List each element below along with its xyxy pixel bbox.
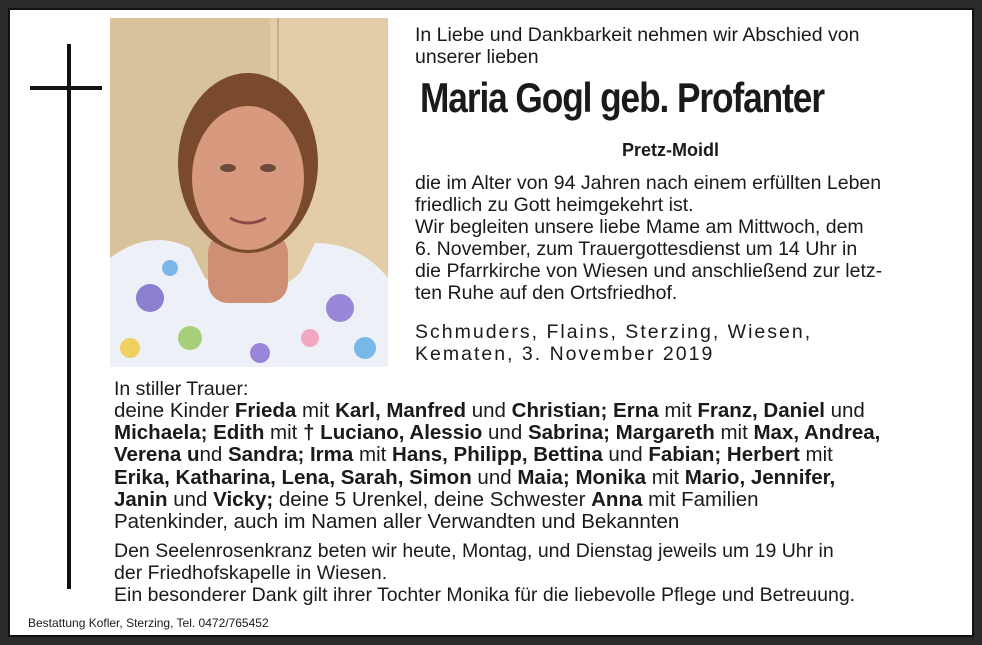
intro-line-1: In Liebe und Dankbarkeit nehmen wir Abschied von <box>415 24 860 46</box>
family-names: Franz, Daniel <box>697 399 825 422</box>
body-line: Wir begleiten unsere liebe Mame am Mittwoch, dem <box>415 216 864 238</box>
deceased-name: Maria Gogl geb. Profanter <box>420 74 824 121</box>
family-names: Christian; Erna <box>511 399 659 422</box>
place-date <box>415 321 812 365</box>
family-names: Janin <box>114 487 168 511</box>
family-names: Sandra; Irma <box>227 443 354 467</box>
family-text: mit <box>799 443 833 467</box>
portrait-photo <box>110 18 388 367</box>
rosary-line: der Friedhofskapelle in Wiesen. <box>114 562 388 584</box>
family-list <box>114 400 974 533</box>
body-line: ten Ruhe auf den Ortsfriedhof. <box>415 282 678 304</box>
family-text: mit <box>353 443 393 467</box>
rosary-line: Den Seelenrosenkranz beten wir heute, Montag, und Dienstag jeweils um 19 Uhr in <box>114 540 834 562</box>
intro-text <box>415 24 859 68</box>
body-line: die Pfarrkirche von Wiesen und anschließend zur letz- <box>415 260 883 282</box>
family-text: deine Kinder <box>114 399 235 422</box>
thanks-line: Ein besonderer Dank gilt ihrer Tochter Monika für die liebevolle Pflege und Betreuung. <box>114 584 856 606</box>
family-text: und <box>824 399 865 422</box>
rosary-notice <box>114 540 855 606</box>
place-line: Schmuders, Flains, Sterzing, Wiesen, <box>415 321 813 343</box>
family-names: Vicky; <box>213 487 274 511</box>
family-names: Hans, Philipp, Bettina <box>392 443 603 467</box>
funeral-home-footer: Bestattung Kofler, Sterzing, Tel. 0472/765452 <box>28 616 269 630</box>
cross-icon <box>67 44 71 589</box>
family-text: deine 5 Urenkel, deine Schwester <box>273 487 592 511</box>
family-names: Michaela; Edith <box>114 421 265 445</box>
obituary-card <box>8 8 974 637</box>
family-line <box>114 400 974 422</box>
family-line <box>114 422 974 444</box>
family-names: Sabrina; Margareth <box>527 421 715 445</box>
family-text: mit <box>296 399 336 422</box>
family-text: und <box>466 399 512 422</box>
mourning-heading: In stiller Trauer: <box>114 378 249 400</box>
family-text: und <box>602 443 649 467</box>
family-names: Anna <box>591 487 643 511</box>
date-line: Kematen, 3. November 2019 <box>415 343 715 365</box>
nickname: Pretz-Moidl <box>622 140 719 160</box>
family-text: Patenkinder, auch im Namen aller Verwandten und Bekannten <box>114 510 680 534</box>
family-text: mit Familien <box>642 487 759 511</box>
family-line <box>114 444 974 466</box>
family-text: mit <box>658 399 698 422</box>
family-names: Fabian; Herbert <box>648 443 800 467</box>
family-names: Erika, Katharina, Lena, Sarah, Simon <box>114 465 472 489</box>
family-text: und <box>167 487 214 511</box>
family-names: Verena u <box>114 443 200 467</box>
body-line: 6. November, zum Trauergottesdienst um 14 Uhr in <box>415 238 858 260</box>
family-text: und <box>482 421 528 445</box>
family-names: † Luciano, Alessio <box>303 421 483 445</box>
announcement-body <box>415 172 882 304</box>
family-names: Karl, Manfred <box>335 399 467 422</box>
family-text: mit <box>714 421 754 445</box>
cross-bar <box>30 86 102 90</box>
family-line <box>114 511 974 533</box>
family-names: Mario, Jennifer, <box>684 465 836 489</box>
body-line: friedlich zu Gott heimgekehrt ist. <box>415 194 694 216</box>
family-text: und <box>471 465 518 489</box>
family-names: Max, Andrea, <box>753 421 881 445</box>
family-text: mit <box>264 421 304 445</box>
intro-line-2: unserer lieben <box>415 46 539 68</box>
family-names: Frieda <box>234 399 297 422</box>
family-line <box>114 489 974 511</box>
body-line: die im Alter von 94 Jahren nach einem erfüllten Leben <box>415 172 882 194</box>
family-line <box>114 467 974 489</box>
family-names: Maia; Monika <box>517 465 647 489</box>
family-text: nd <box>199 443 228 467</box>
family-text: mit <box>646 465 685 489</box>
